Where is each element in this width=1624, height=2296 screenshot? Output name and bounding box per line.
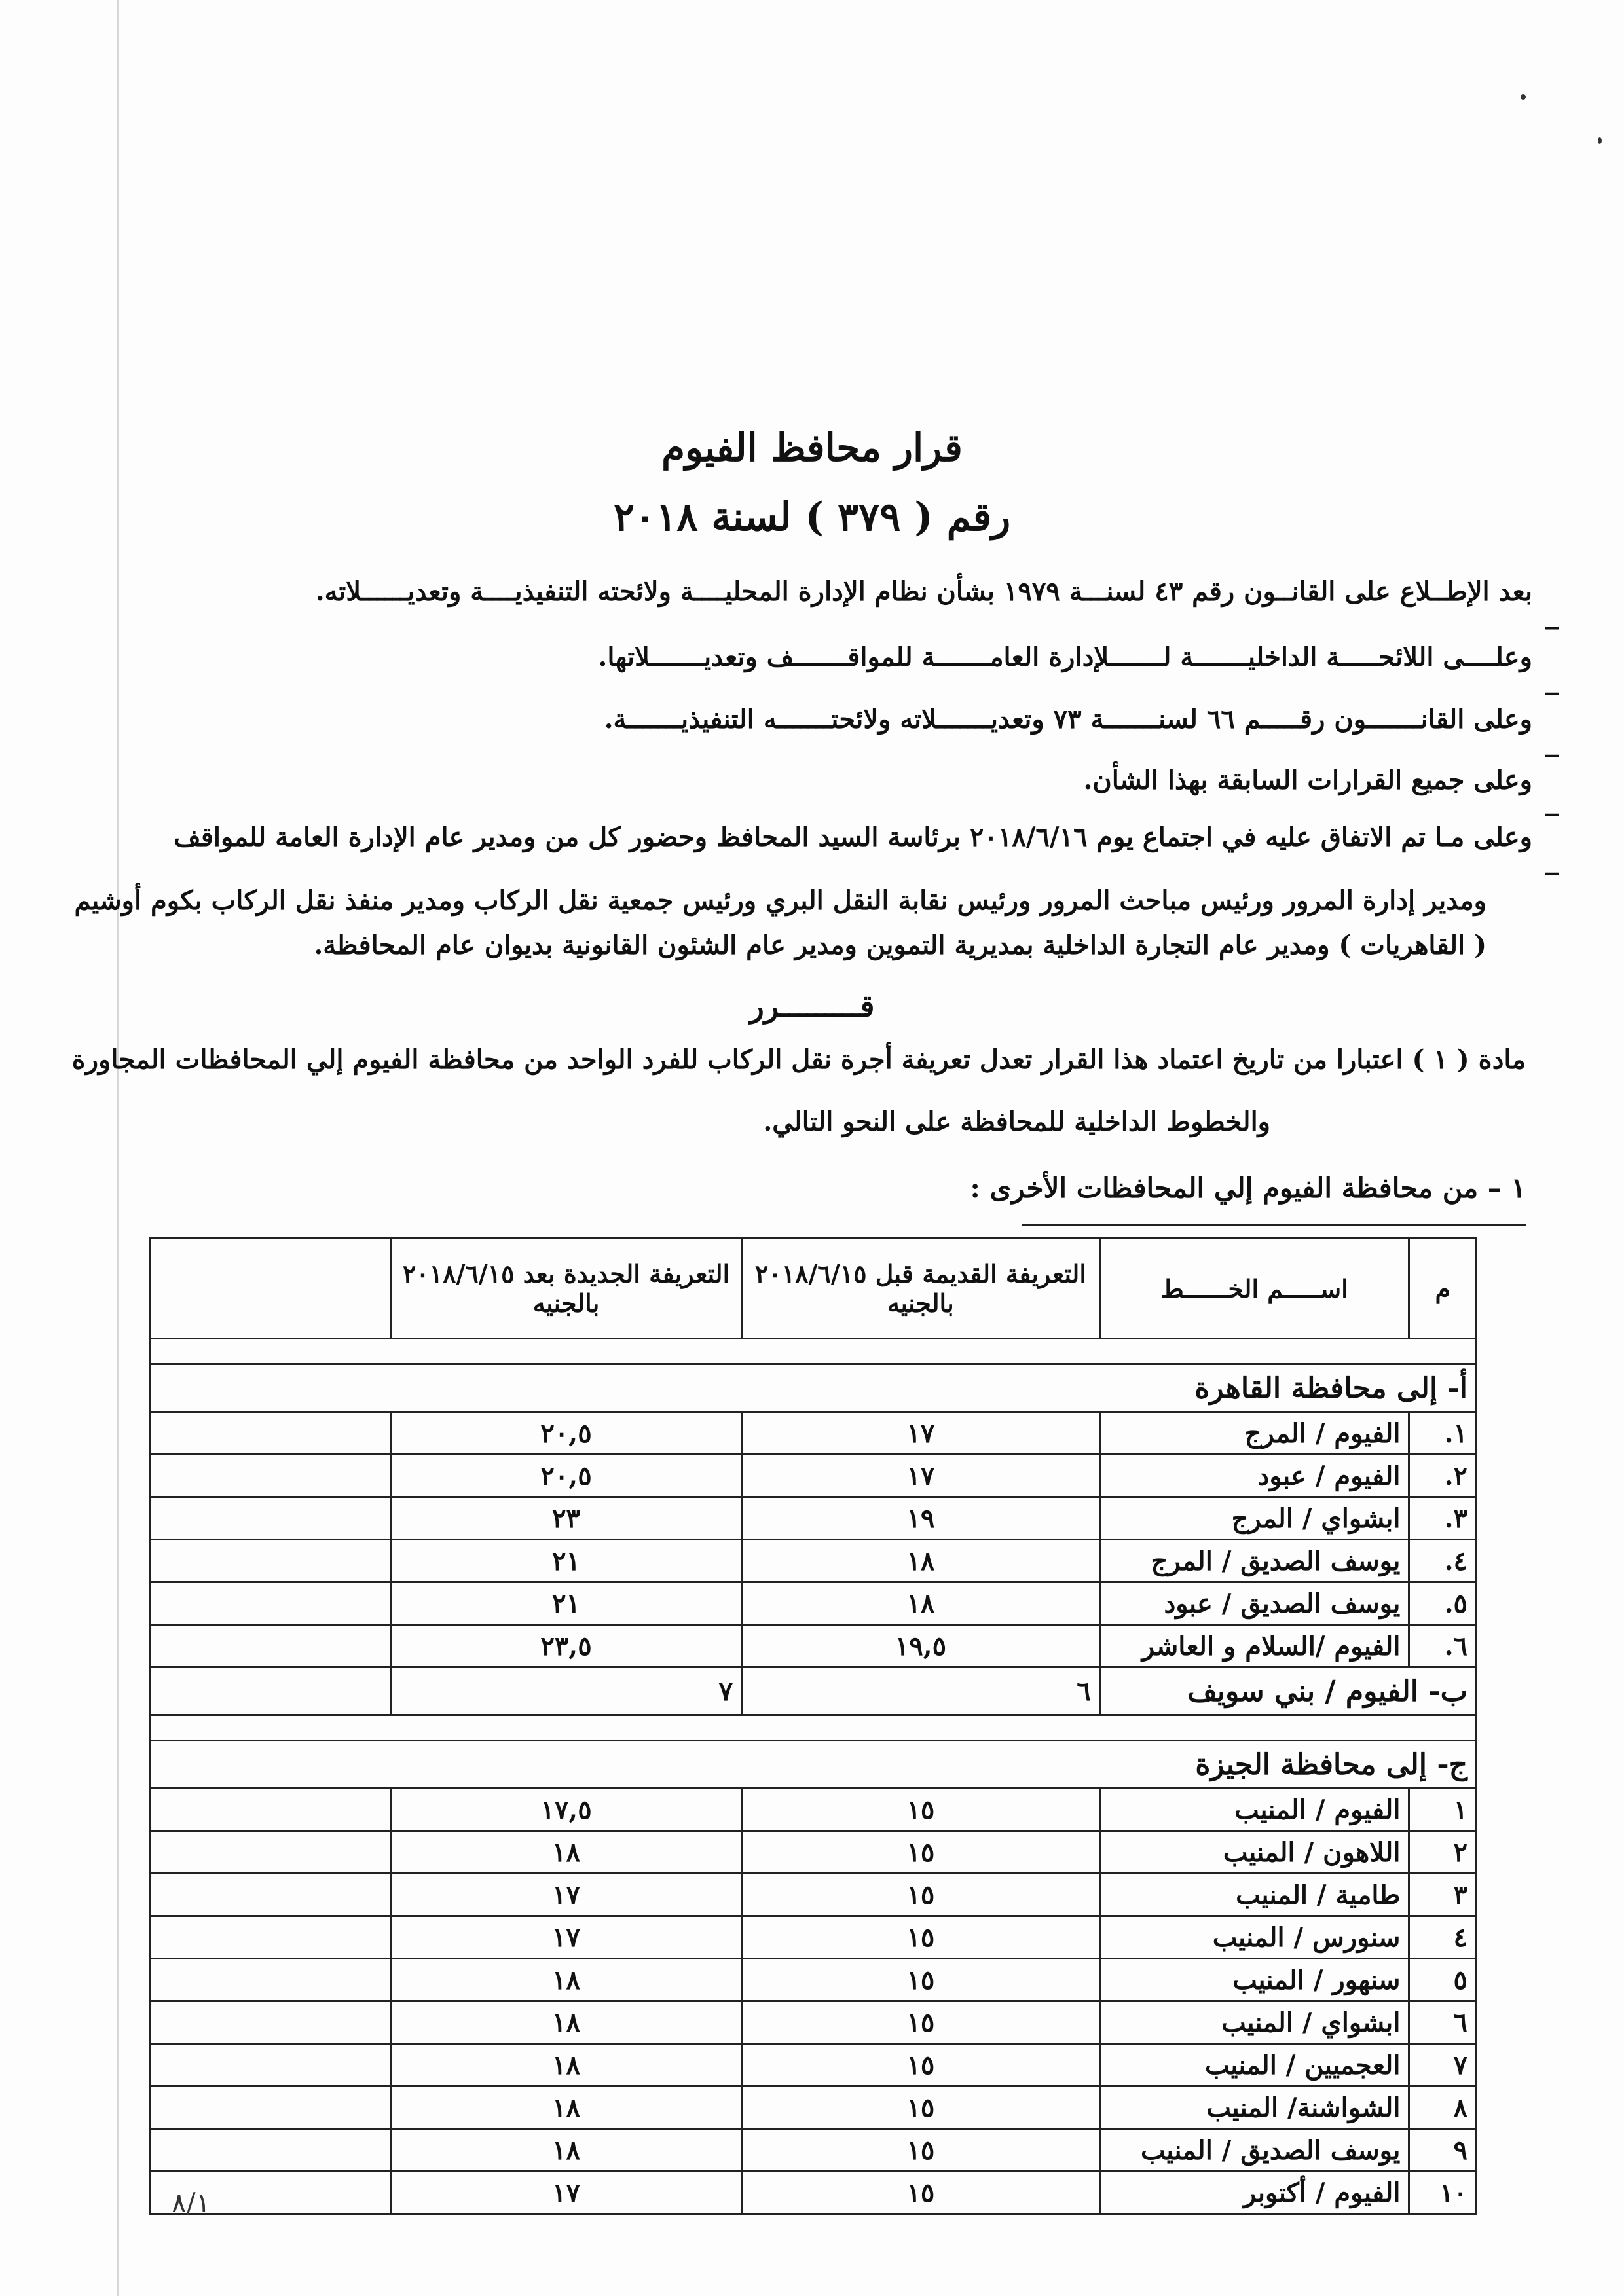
row-new-fare: ٢١ <box>390 1582 741 1625</box>
section-row-giza <box>151 1741 1477 1789</box>
row-old-fare: ١٥ <box>742 2129 1100 2172</box>
scan-speck <box>1521 94 1526 100</box>
table-row <box>151 2129 1477 2172</box>
section-row-cairo <box>151 1364 1477 1412</box>
table-row <box>151 2044 1477 2086</box>
table-row <box>151 1831 1477 1874</box>
row-old-fare: ١٥ <box>742 2172 1100 2214</box>
section-underline <box>1022 1224 1526 1226</box>
bullet-dash: _ <box>1545 786 1559 816</box>
row-new-fare: ١٨ <box>390 2086 741 2129</box>
row-num: ٥. <box>1409 1582 1477 1625</box>
preamble-line: وعلى مـا تم الاتفاق عليه في اجتماع يوم ٢٠١٨/٦/١٦ برئاسة السيد المحافظ وحضور كل من ومدير عام الإدارة العامة للمواقف <box>174 822 1532 852</box>
row-old-fare: ١٧ <box>742 1455 1100 1497</box>
row-blank <box>151 1540 391 1582</box>
row-new-fare: ١٨ <box>390 1831 741 1874</box>
row-num: ٦ <box>1409 2001 1477 2044</box>
bullet-dash: _ <box>1545 599 1559 630</box>
row-new-fare: ١٧ <box>390 1874 741 1916</box>
row-new-fare: ١٧,٥ <box>390 1789 741 1831</box>
table-row <box>151 1959 1477 2001</box>
row-blank <box>151 1916 391 1959</box>
section-label: أ- إلى محافظة القاهرة <box>151 1364 1477 1412</box>
row-route: العجميين / المنيب <box>1099 2044 1409 2086</box>
row-new-fare: ١٧ <box>390 1916 741 1959</box>
header-num: م <box>1409 1239 1477 1339</box>
row-new-fare: ٢٠,٥ <box>390 1412 741 1455</box>
row-blank <box>151 2129 391 2172</box>
row-old-fare: ١٩,٥ <box>742 1625 1100 1667</box>
preamble-line: بعد الإطــلاع على القانــون رقم ٤٣ لسنـــة ١٩٧٩ بشأن نظام الإدارة المحليــــة ولائحته التنفيذيــــة وتعديــــــلاته. <box>315 576 1532 607</box>
row-new-fare: ١٨ <box>390 2001 741 2044</box>
section-heading: ١ – من محافظة الفيوم إلي المحافظات الأخرى : <box>970 1172 1526 1204</box>
decree-title: قرار محافظ الفيوم <box>661 426 963 470</box>
spacer-row <box>151 1339 1477 1364</box>
row-blank <box>151 1497 391 1540</box>
row-blank <box>151 1455 391 1497</box>
section-label: ج- إلى محافظة الجيزة <box>151 1741 1477 1789</box>
row-num: ٣ <box>1409 1874 1477 1916</box>
row-num: ٢. <box>1409 1455 1477 1497</box>
row-route: الفيوم /السلام و العاشر <box>1099 1625 1409 1667</box>
article-line: مادة ( ١ ) اعتبارا من تاريخ اعتماد هذا القرار تعدل تعريفة أجرة نقل الركاب للفرد الواحد من محافظة الفيوم إلي المحافظات المجاورة <box>71 1044 1526 1075</box>
table-row <box>151 1625 1477 1667</box>
table-row <box>151 1874 1477 1916</box>
table-row <box>151 1412 1477 1455</box>
row-route: ابشواي / المنيب <box>1099 2001 1409 2044</box>
table-row <box>151 2086 1477 2129</box>
row-blank <box>151 1789 391 1831</box>
row-route: يوسف الصديق / عبود <box>1099 1582 1409 1625</box>
row-new-fare: ١٨ <box>390 1959 741 2001</box>
row-num: ٥ <box>1409 1959 1477 2001</box>
row-old-fare: ١٨ <box>742 1540 1100 1582</box>
row-blank <box>151 1582 391 1625</box>
row-blank <box>151 1412 391 1455</box>
preamble-line: ( القاهريات ) ومدير عام التجارة الداخلية بمديرية التموين ومدير عام الشئون القانونية بديوان عام المحافظة. <box>314 930 1486 960</box>
table-header-row <box>151 1239 1477 1339</box>
bullet-dash: _ <box>1545 845 1559 875</box>
row-blank <box>151 1667 391 1715</box>
row-new-fare: ١٨ <box>390 2129 741 2172</box>
row-num: ٩ <box>1409 2129 1477 2172</box>
table-row <box>151 1540 1477 1582</box>
row-old-fare: ١٥ <box>742 1789 1100 1831</box>
bullet-dash: _ <box>1545 665 1559 695</box>
row-old-fare: ١٥ <box>742 1874 1100 1916</box>
row-old-fare: ١٩ <box>742 1497 1100 1540</box>
row-blank <box>151 1874 391 1916</box>
row-old-fare: ١٥ <box>742 1916 1100 1959</box>
table-row <box>151 1916 1477 1959</box>
decree-number: رقم ( ٣٧٩ ) لسنة ٢٠١٨ <box>613 494 1011 540</box>
row-route: ابشواي / المرج <box>1099 1497 1409 1540</box>
row-num: ٣. <box>1409 1497 1477 1540</box>
page-number: ٨/١ <box>172 2187 211 2219</box>
table-row <box>151 1789 1477 1831</box>
row-blank <box>151 1831 391 1874</box>
row-blank <box>151 2001 391 2044</box>
row-num: ٨ <box>1409 2086 1477 2129</box>
row-new-fare: ٢١ <box>390 1540 741 1582</box>
row-route: يوسف الصديق / المنيب <box>1099 2129 1409 2172</box>
scan-speck <box>1598 137 1602 144</box>
table-row <box>151 1582 1477 1625</box>
row-old-fare: ١٧ <box>742 1412 1100 1455</box>
scan-edge-line <box>117 0 119 2296</box>
header-old-fare: التعريفة القديمة قبل ٢٠١٨/٦/١٥ بالجنيه <box>742 1239 1100 1339</box>
row-num: ٦. <box>1409 1625 1477 1667</box>
table-row <box>151 1497 1477 1540</box>
row-route: طامية / المنيب <box>1099 1874 1409 1916</box>
row-old-fare: ١٥ <box>742 2086 1100 2129</box>
row-blank <box>151 1625 391 1667</box>
row-route: الشواشنة/ المنيب <box>1099 2086 1409 2129</box>
preamble-line: ومدير إدارة المرور ورئيس مباحث المرور ورئيس نقابة النقل البري ورئيس جمعية نقل الركاب ومدير منفذ نقل الركاب بكوم أوشيم <box>74 885 1486 916</box>
table-row <box>151 1455 1477 1497</box>
table-row <box>151 2172 1477 2214</box>
row-route: يوسف الصديق / المرج <box>1099 1540 1409 1582</box>
row-num: ٤ <box>1409 1916 1477 1959</box>
header-blank <box>151 1239 391 1339</box>
row-new-fare: ١٧ <box>390 2172 741 2214</box>
row-route: الفيوم / عبود <box>1099 1455 1409 1497</box>
row-old-fare: ١٥ <box>742 2044 1100 2086</box>
row-route: الفيوم / المرج <box>1099 1412 1409 1455</box>
row-old-fare: ١٥ <box>742 2001 1100 2044</box>
bullet-dash: _ <box>1545 727 1559 757</box>
row-num: ١. <box>1409 1412 1477 1455</box>
row-num: ١ <box>1409 1789 1477 1831</box>
row-old-fare: ١٥ <box>742 1959 1100 2001</box>
row-new-fare: ٢٣ <box>390 1497 741 1540</box>
preamble-line: وعلى جميع القرارات السابقة بهذا الشأن. <box>1083 765 1532 795</box>
row-route: اللاهون / المنيب <box>1099 1831 1409 1874</box>
fare-table <box>149 1237 1477 2215</box>
row-new-fare: ٢٠,٥ <box>390 1455 741 1497</box>
row-old-fare: ٦ <box>742 1667 1100 1715</box>
row-blank <box>151 1959 391 2001</box>
row-route: سنهور / المنيب <box>1099 1959 1409 2001</box>
row-route: سنورس / المنيب <box>1099 1916 1409 1959</box>
decision-heading: قـــــــــرر <box>749 989 875 1024</box>
section-row-beni-suef <box>151 1667 1477 1715</box>
spacer-row <box>151 1715 1477 1741</box>
row-route: الفيوم / المنيب <box>1099 1789 1409 1831</box>
row-num: ٤. <box>1409 1540 1477 1582</box>
row-old-fare: ١٨ <box>742 1582 1100 1625</box>
article-line: والخطوط الداخلية للمحافظة على النحو التالي. <box>763 1106 1270 1137</box>
row-route: الفيوم / أكتوبر <box>1099 2172 1409 2214</box>
row-num: ٧ <box>1409 2044 1477 2086</box>
section-label: ب- الفيوم / بني سويف <box>1099 1667 1476 1715</box>
row-new-fare: ١٨ <box>390 2044 741 2086</box>
row-num: ١٠ <box>1409 2172 1477 2214</box>
header-route: اســـــم الخــــــط <box>1099 1239 1409 1339</box>
preamble-line: وعلى القانـــــــون رقـــــم ٦٦ لسنـــــــة ٧٣ وتعديـــــــلاته ولائحتـــــــه التنفيذيـــــــة. <box>604 704 1532 735</box>
row-blank <box>151 2086 391 2129</box>
row-old-fare: ١٥ <box>742 1831 1100 1874</box>
row-new-fare: ٢٣,٥ <box>390 1625 741 1667</box>
row-num: ٢ <box>1409 1831 1477 1874</box>
preamble-line: وعلــــى اللائحـــــة الداخليـــــــة لـــــــلإدارة العامـــــــة للمواقـــــــف وتعديـــــــلاتها. <box>598 642 1532 672</box>
row-blank <box>151 2044 391 2086</box>
table-row <box>151 2001 1477 2044</box>
header-new-fare: التعريفة الجديدة بعد ٢٠١٨/٦/١٥ بالجنيه <box>390 1239 741 1339</box>
row-new-fare: ٧ <box>390 1667 741 1715</box>
